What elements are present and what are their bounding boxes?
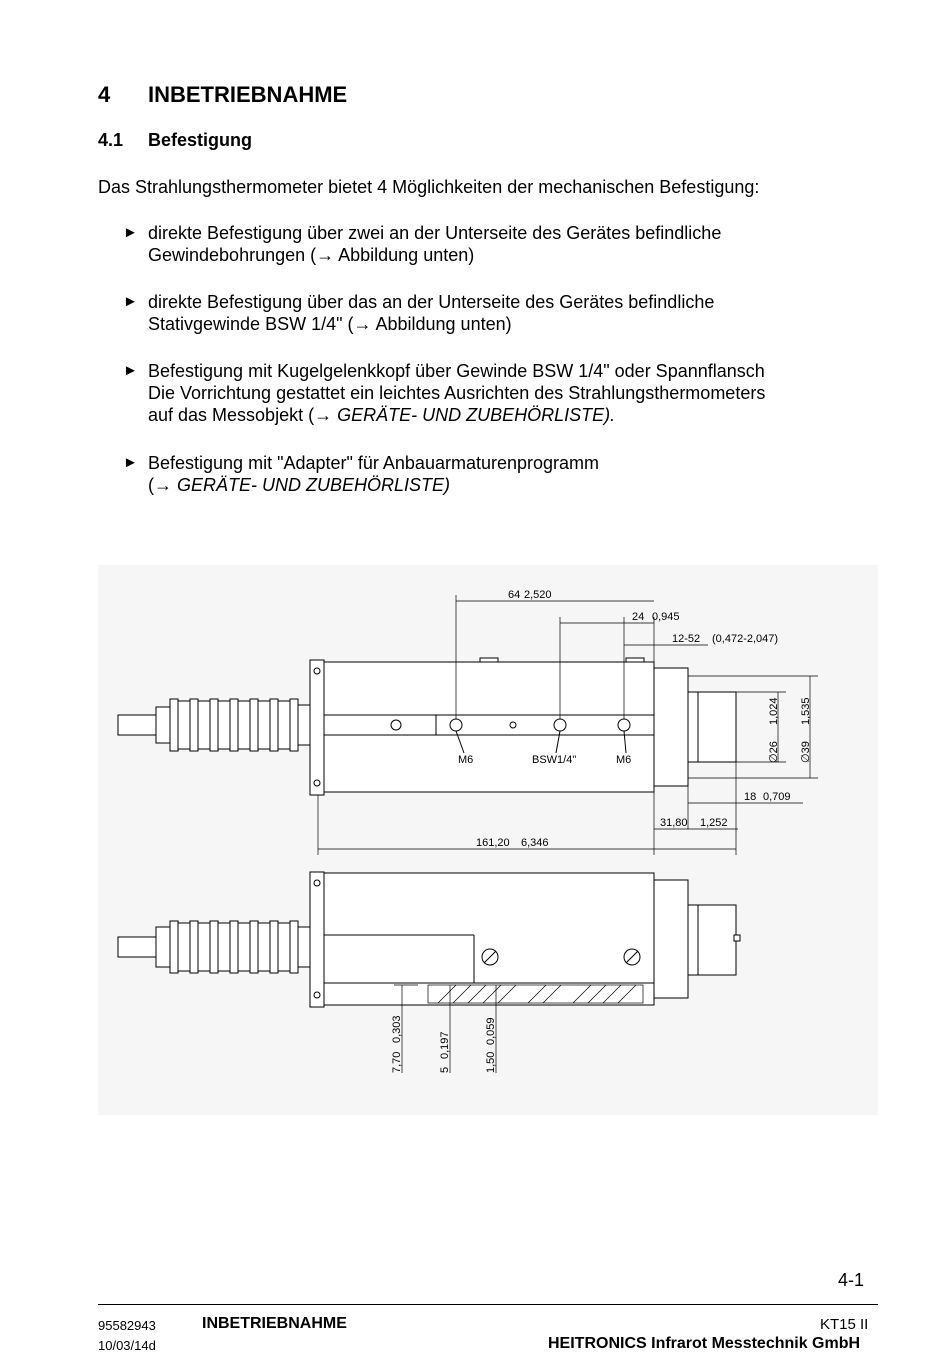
bullet-line: Gewindebohrungen (→ Abbildung unten) (148, 245, 475, 265)
bullet-line: Stativgewinde BSW 1/4" (→ Abbildung unten) (148, 314, 512, 334)
section-number: 4 (98, 82, 111, 107)
section-title: INBETRIEBNAHME (148, 82, 348, 107)
dim-label: 12-52 (672, 633, 701, 645)
dim-label: 5 (439, 1066, 451, 1073)
subsection-title: Befestigung (148, 130, 253, 150)
mounting-drawing (98, 565, 878, 1115)
bullet-line: direkte Befestigung über das an der Unterseite des Gerätes befindliche (148, 292, 715, 312)
page-number: 4-1 (838, 1270, 865, 1290)
footer-divider (98, 1304, 878, 1305)
bullet-marker: ► (123, 293, 138, 310)
dim-label: ∅39 (800, 741, 812, 763)
hole-label: M6 (458, 754, 474, 766)
end-flange (310, 872, 324, 1007)
end-flange (310, 660, 324, 795)
dim-label-inch: 1,252 (700, 817, 728, 829)
bullet-line: Die Vorrichtung gestattet ein leichtes Ausrichten des Strahlungsthermometers (148, 383, 766, 403)
dim-label-inch: 0,303 (391, 1015, 403, 1043)
bullet-line (148, 404, 615, 426)
dim-label: ∅26 (768, 741, 780, 763)
footer-section: INBETRIEBNAHME (202, 1315, 347, 1332)
front-flange (654, 880, 688, 998)
connector-icon (156, 921, 310, 973)
footer-doc-number: 95582943 (98, 1318, 156, 1333)
dim-label-inch: 0,059 (485, 1017, 497, 1045)
dim-label-inch: (0,472-2,047) (712, 633, 779, 645)
footer-company: HEITRONICS Infrarot Messtechnik GmbH (548, 1335, 861, 1352)
dim-label-inch: 0,945 (652, 611, 680, 623)
dim-label-inch: 0,197 (439, 1031, 451, 1059)
footer-date: 10/03/14d (98, 1338, 156, 1353)
dim-label: 18 (744, 791, 757, 803)
bullet-line-prefix: (→ (148, 475, 177, 495)
dim-label: 1,50 (485, 1051, 497, 1073)
dim-label: 24 (632, 611, 645, 623)
footer-model: KT15 II (820, 1316, 869, 1333)
bullet-marker: ► (123, 224, 138, 241)
dim-label-inch: 1,535 (800, 697, 812, 725)
bullet-line: direkte Befestigung über zwei an der Unterseite des Gerätes befindliche (148, 223, 722, 243)
bullet-line: Befestigung mit Kugelgelenkkopf über Gewinde BSW 1/4" oder Spannflansch (148, 361, 765, 381)
subsection-number: 4.1 (98, 130, 124, 150)
dim-label: 7,70 (391, 1051, 403, 1073)
dim-label-inch: 2,520 (524, 589, 552, 601)
dim-label: 64 (508, 589, 521, 601)
dim-label: 31,80 (660, 817, 688, 829)
connector-icon (156, 699, 310, 751)
intro-paragraph: Das Strahlungsthermometer bietet 4 Möglichkeiten der mechanischen Befestigung: (98, 177, 760, 197)
cable-icon (118, 715, 156, 735)
bullet-marker: ► (123, 362, 138, 379)
housing-body (324, 662, 654, 792)
reference-list-link: GERÄTE- UND ZUBEHÖRLISTE) (177, 475, 451, 495)
bullet-line (148, 474, 450, 496)
bullet-line-prefix: auf das Messobjekt (→ (148, 405, 338, 425)
cable-icon (118, 937, 156, 957)
dim-label-inch: 0,709 (763, 791, 791, 803)
dim-label-inch: 6,346 (521, 837, 549, 849)
hole-label: M6 (616, 754, 632, 766)
bullet-marker: ► (123, 454, 138, 471)
reference-list-link: GERÄTE- UND ZUBEHÖRLISTE). (337, 405, 616, 425)
hole-label: BSW1/4" (532, 754, 577, 766)
lens-tube (688, 905, 736, 975)
dim-label: 161,20 (476, 837, 510, 849)
lens-tube (688, 692, 736, 762)
bullet-line: Befestigung mit "Adapter" für Anbauarmaturenprogramm (148, 453, 600, 473)
dim-label-inch: 1,024 (768, 697, 780, 725)
front-flange (654, 668, 688, 786)
